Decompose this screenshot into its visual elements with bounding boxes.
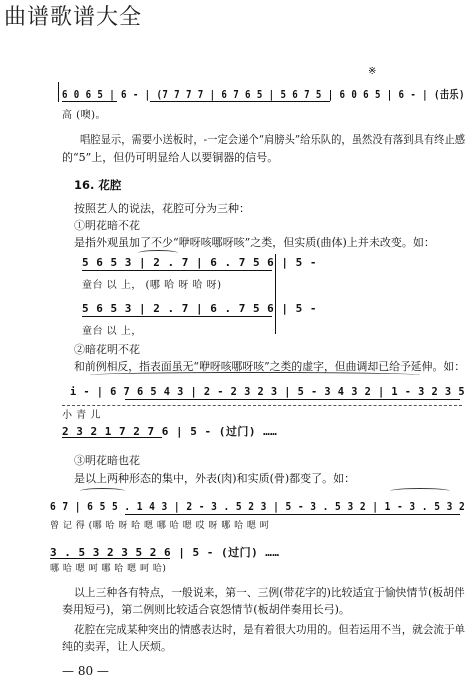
notation-bar-line	[275, 254, 276, 334]
type-2-lyrics-row-1: 小 青 儿	[62, 410, 101, 421]
type-2-description: 和前例相反，指表面虽无“咿呀咳哪呀咳”之类的虚字，但曲调却已给予延伸。如：	[74, 360, 466, 373]
type-2-notation-row-2: 2 3 2 1 7 2 7 6 | 5 - (过门) ……	[62, 425, 278, 438]
type-3-notation-row-1: 6 7 | 6 5 5 . 1 4 3 | 2 - 3 . 5 2 3 | 5 - 3 . 5 3 2 | 1 - 3 . 5 3 2	[50, 500, 466, 513]
type-3-lyrics-row-1: 曾 记 得 (哪 哈 呀 哈 嗯 哪 哈 嗯 哎 呀 哪 哈 嗯 呵	[50, 521, 270, 531]
beam-line	[62, 101, 117, 102]
lyrics-line-top: 高 (噢)。	[62, 110, 106, 121]
melisma-line	[62, 405, 462, 406]
type-1-notation-row-2: 5 6 5 3 | 2 . 7 | 6 . 7 5 6 | 5 -	[82, 302, 318, 315]
page-header-title: 曲谱歌谱大全	[4, 5, 143, 30]
type-1-notation-row-1: 5 6 5 3 | 2 . 7 | 6 . 7 5 6 | 5 -	[82, 256, 318, 269]
paragraph-3-line-1: 花腔在完成某种突出的情感表达时，是有着很大功用的。但若运用不当，就会流于单	[74, 623, 466, 636]
beam-line	[125, 514, 460, 515]
notation-line-top: 6 0 6 5 | 6 - | (7 7 7 7 | 6 7 6 5 | 5 6 7 5 | 6 0 6 5 | 6 - | (击乐)	[62, 88, 465, 101]
page-number: — 80 —	[62, 664, 109, 678]
type-3-notation-row-2: 3 . 5 3 2 3 5 2 6 | 5 - (过门) ……	[50, 546, 280, 559]
type-3-description: 是以上两种形态的集中，外表(肉)和实质(骨)都变了。如：	[74, 472, 356, 485]
beam-line	[82, 316, 272, 317]
type-2-notation-row-1: i - | 6 7 6 5 4 3 | 2 - 2 3 2 3 | 5 - 3 4 3 2 | 1 - 3 2 3 5	[70, 385, 466, 398]
beam-line	[82, 270, 272, 271]
beam-line	[50, 558, 170, 559]
slur-mark	[390, 488, 450, 494]
type-3-lyrics-row-2: 哪 哈 嗯 呵 哪 哈 嗯 呵 哈)	[50, 564, 167, 574]
paragraph-2-line-2: 奏用短弓)，第二例则比较适合哀怨情节(板胡伴奏用长弓)。	[62, 603, 350, 616]
section-heading: 16. 花腔	[74, 178, 122, 192]
beam-line	[125, 399, 460, 400]
paragraph-3-line-2: 纯的卖弄，让人厌烦。	[62, 640, 172, 653]
slur-mark	[90, 372, 420, 378]
type-2-title: ②暗花明不花	[74, 343, 140, 356]
type-3-title: ③明花暗也花	[74, 454, 140, 467]
type-1-lyrics-row-2: 童台 以 上，	[82, 326, 142, 337]
type-1-description: 是指外观虽加了不少“咿呀咳哪呀咳”之类，但实质(曲体)上并未改变。如：	[74, 236, 435, 249]
slur-mark	[80, 488, 125, 494]
paragraph-2-line-1: 以上三种各有特点，一般说来，第一、三例(带花字的)比较适宜于愉快情节(板胡伴	[74, 586, 465, 599]
type-1-title: ①明花暗不花	[74, 219, 140, 232]
paragraph-1-line-1: 唱腔显示，需要小送板时，-一定会递个“肩膀头”给乐队的，虽然没有落到具有终止感	[80, 133, 466, 146]
section-intro: 按照艺人的说法，花腔可分为三种：	[74, 202, 250, 215]
ornament-mark: ※	[368, 66, 377, 77]
beam-line	[62, 437, 162, 438]
paragraph-1-line-2: 的“5”上，但仍可明显给人以要铜器的信号。	[62, 151, 279, 164]
notation-bar-line	[58, 82, 59, 102]
type-1-lyrics-row-1: 童台 以 上， (哪 哈 呀 哈 呀)	[82, 280, 222, 291]
beam-line	[150, 101, 330, 102]
